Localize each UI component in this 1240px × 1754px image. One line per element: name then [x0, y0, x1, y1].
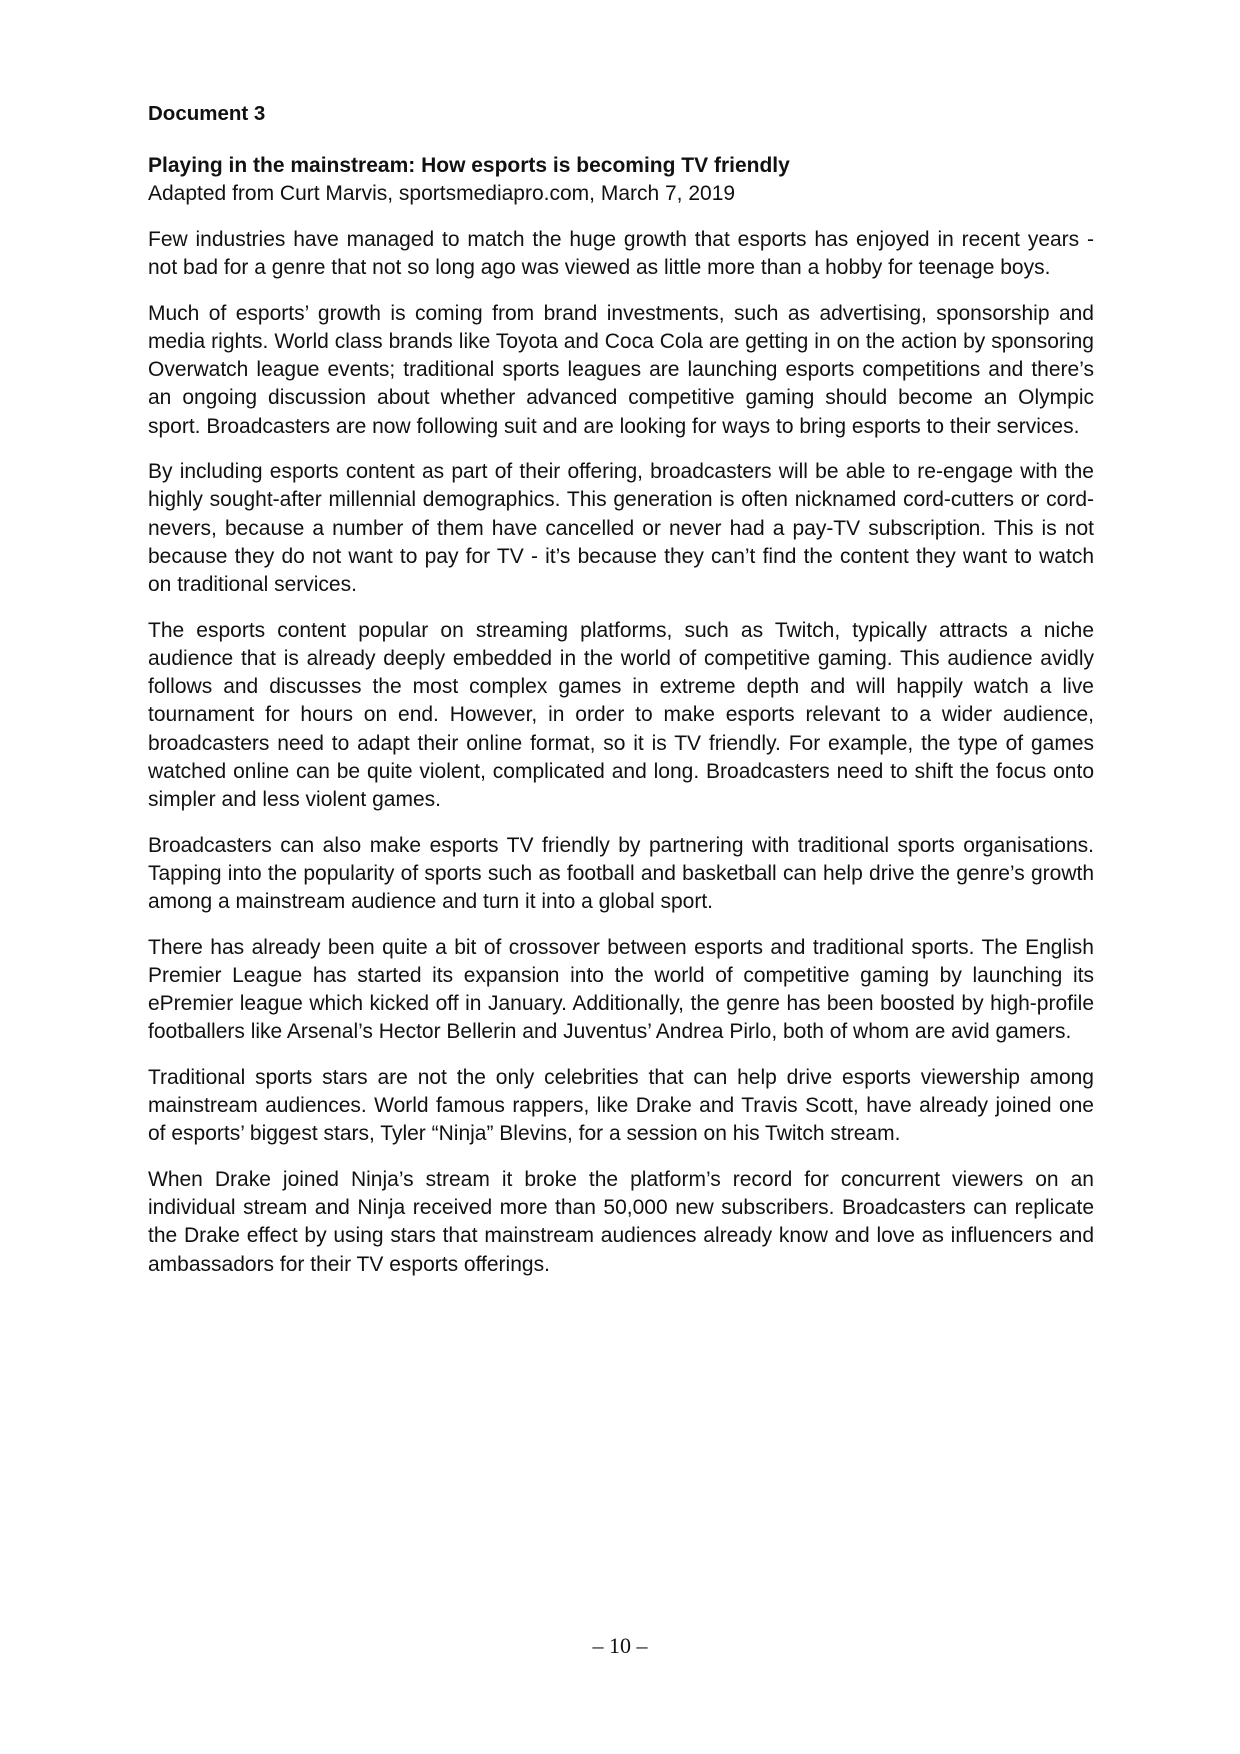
article-title: Playing in the mainstream: How esports is becoming TV friendly	[148, 154, 790, 177]
paragraph-4: The esports content popular on streaming platforms, such as Twitch, typically attracts a niche audience that is already deeply embedded in the world of competitive gaming. This audience avidly follows and discusses the most complex games in extreme depth and will happily watch a live tournament for hours on end. However, in order to make esports relevant to a wider audience, broadcasters need to adapt their online format, so it is TV friendly. For example, the type of games watched online can be quite violent, complicated and long. Broadcasters need to shift the focus onto simpler and less violent games.	[148, 618, 1094, 812]
paragraph-2: Much of esports’ growth is coming from brand investments, such as advertising, sponsorship and media rights. World class brands like Toyota and Coca Cola are getting in on the action by sponsoring Overwatch league events; traditional sports leagues are launching esports competitions and there’s an ongoing discussion about whether advanced competitive gaming should become an Olympic sport. Broadcasters are now following suit and are looking for ways to bring esports to their services.	[148, 301, 1094, 438]
paragraph-1: Few industries have managed to match the huge growth that esports has enjoyed in recent years - not bad for a genre that not so long ago was viewed as little more than a hobby for teenage boys.	[148, 228, 1094, 280]
document-body	[148, 100, 1094, 1296]
paragraph-3: By including esports content as part of their offering, broadcasters will be able to re-engage with the highly sought-after millennial demographics. This generation is often nicknamed cord-cutters or cord-nevers, because a number of them have cancelled or never had a pay-TV subscription. This is not because they do not want to pay for TV - it’s because they can’t find the content they want to watch on traditional services.	[148, 460, 1094, 597]
article-source: Adapted from Curt Marvis, sportsmediapro.com, March 7, 2019	[148, 182, 736, 205]
paragraph-5: Broadcasters can also make esports TV friendly by partnering with traditional sports organisations. Tapping into the popularity of sports such as football and basketball can help drive the genre’s growth among a mainstream audience and turn it into a global sport.	[148, 833, 1094, 914]
page-number: – 10 –	[592, 1633, 648, 1658]
paragraph-7: Traditional sports stars are not the only celebrities that can help drive esports viewership among mainstream audiences. World famous rappers, like Drake and Travis Scott, have already joined one of esports’ biggest stars, Tyler “Ninja” Blevins, for a session on his Twitch stream.	[148, 1065, 1094, 1146]
paragraph-6: There has already been quite a bit of crossover between esports and traditional sports. The English Premier League has started its expansion into the world of competitive gaming by launching its ePremier league which kicked off in January. Additionally, the genre has been boosted by high-profile footballers like Arsenal’s Hector Bellerin and Juventus’ Andrea Pirlo, both of whom are avid gamers.	[148, 935, 1094, 1044]
document-label: Document 3	[148, 102, 266, 125]
paragraph-8: When Drake joined Ninja’s stream it broke the platform’s record for concurrent viewers on an individual stream and Ninja received more than 50,000 new subscribers. Broadcasters can replicate the Drake effect by using stars that mainstream audiences already know and love as influencers and ambassadors for their TV esports offerings.	[148, 1167, 1094, 1276]
